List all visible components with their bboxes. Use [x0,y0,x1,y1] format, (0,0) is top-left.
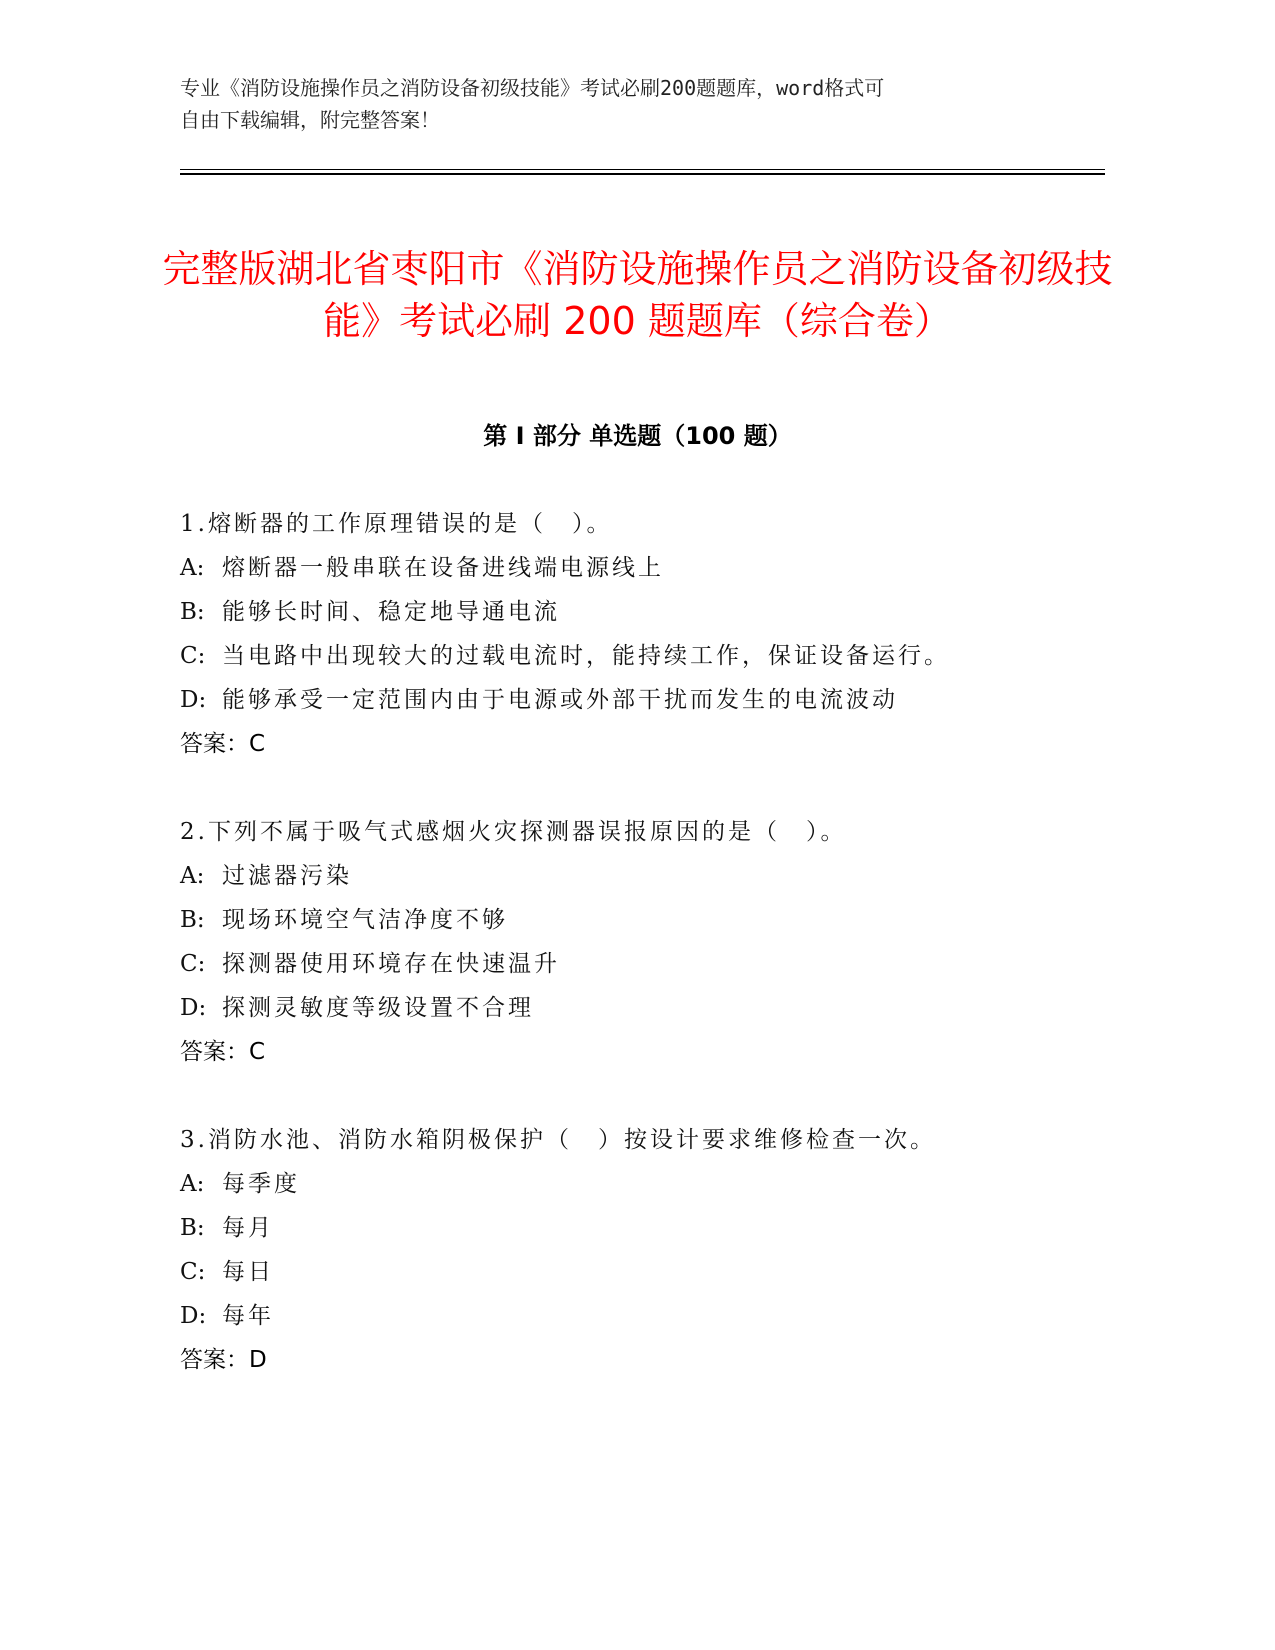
option-text: 当电路中出现较大的过载电流时，能持续工作，保证设备运行。 [222,643,950,669]
option-a [180,854,1140,898]
option-a [180,1162,1140,1206]
question-2 [180,810,1140,1074]
option-b [180,898,1140,942]
option-key: D: [180,995,207,1021]
question-1 [180,502,1140,766]
option-d [180,1294,1140,1338]
section-title: 第 I 部分 单选题（100 题） [483,422,792,450]
option-key: B: [180,599,205,625]
option-text: 能够长时间、稳定地导通电流 [222,599,560,625]
question-stem: 3.消防水池、消防水箱阴极保护（ ）按设计要求维修检查一次。 [180,1127,936,1153]
option-key: B: [180,1215,205,1241]
option-a [180,546,1140,590]
option-c [180,634,1140,678]
option-text: 熔断器一般串联在设备进线端电源线上 [222,555,664,581]
option-key: D: [180,687,207,713]
option-text: 过滤器污染 [222,863,352,889]
option-text: 能够承受一定范围内由于电源或外部干扰而发生的电流波动 [222,687,898,713]
answer: 答案：C [180,731,266,757]
header-divider-thin [180,169,1105,170]
option-key: B: [180,907,205,933]
option-text: 每日 [222,1259,274,1285]
header-note-line-2: 自由下载编辑，附完整答案！ [180,108,440,132]
option-key: A: [180,555,205,581]
option-text: 现场环境空气洁净度不够 [222,907,508,933]
question-stem: 2.下列不属于吸气式感烟火灾探测器误报原因的是（ ）。 [180,819,847,845]
option-key: A: [180,863,205,889]
option-text: 探测器使用环境存在快速温升 [222,951,560,977]
option-text: 每季度 [222,1171,300,1197]
answer: 答案：D [180,1347,267,1373]
option-text: 每年 [222,1303,274,1329]
option-key: C: [180,1259,206,1285]
option-key: C: [180,951,206,977]
option-d [180,678,1140,722]
option-d [180,986,1140,1030]
document-title: 完整版湖北省枣阳市《消防设施操作员之消防设备初级技能》考试必刷 200 题题库（综合卷） [162,247,1113,344]
option-key: D: [180,1303,207,1329]
option-b [180,590,1140,634]
header-divider-thick [180,173,1105,175]
answer: 答案：C [180,1039,266,1065]
option-c [180,942,1140,986]
question-stem: 1.熔断器的工作原理错误的是（ ）。 [180,511,613,537]
header-note [180,72,1060,136]
header-note-line-1: 专业《消防设施操作员之消防设备初级技能》考试必刷200题题库，word格式可 [180,76,885,100]
option-text: 探测灵敏度等级设置不合理 [222,995,534,1021]
option-c [180,1250,1140,1294]
question-list [180,502,1140,1426]
option-b [180,1206,1140,1250]
option-key: C: [180,643,206,669]
option-text: 每月 [222,1215,274,1241]
question-3 [180,1118,1140,1382]
option-key: A: [180,1171,205,1197]
